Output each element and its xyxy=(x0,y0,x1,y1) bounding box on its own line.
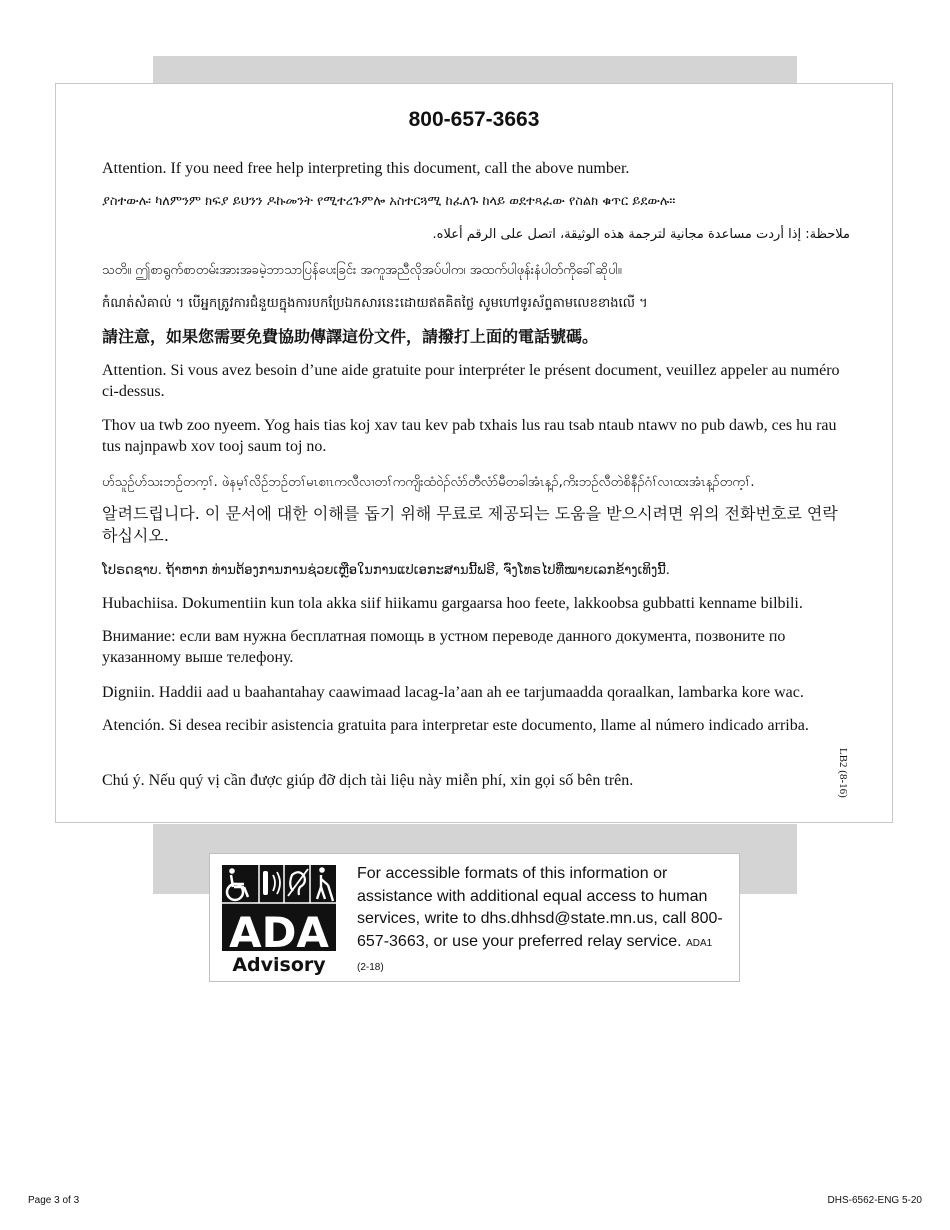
notice-french: Attention. Si vous avez besoin d’une aide gratuite pour interpréter le présent document, veuillez appeler au numéro ci-dessus. xyxy=(102,362,840,400)
form-code-vertical: LB2 (8-16) xyxy=(837,748,849,798)
notice-lao: ໂປຣດຊາບ. ຖ້າຫາກ ທ່ານຕ້ອງການການຊ່ວຍເຫຼືອໃນການແປເອກະສານນີ້ຟຣີ, ຈົ່ງໂທຣໄປທີ່ໝາຍເລກຂ້າງເທິງນີ້. xyxy=(102,563,670,578)
top-grey-band xyxy=(153,56,797,84)
ada-code: ADA1 (2-18) xyxy=(357,937,713,973)
notice-russian: Внимание: если вам нужна бесплатная помощь в устном переводе данного документа, позвоните по указанному выше телефону. xyxy=(102,628,786,666)
notice-english: Attention. If you need free help interpreting this document, call the above number. xyxy=(102,160,630,177)
notice-hmong: Thov ua twb zoo nyeem. Yog hais tias koj xav tau kev pab txhais lus rau tsab ntaub ntawv no pub dawb, ces hu rau tus najnpawb xov tooj saum toj no. xyxy=(102,417,837,455)
phone-icon xyxy=(263,871,268,895)
ada-body: For accessible formats of this information or assistance with additional equal access to human services, write to dhs.dhhsd@state.mn.us, call 800-657-3663, or use your preferred relay service. xyxy=(357,865,723,950)
ada-logo-subword: Advisory xyxy=(232,954,326,975)
notice-somali: Digniin. Haddii aad u baahantahay caawimaad lacag-la’aan ah ee tarjumaadda qoraalkan, lambarka kore wac. xyxy=(102,684,804,701)
notice-vietnamese: Chú ý. Nếu quý vị cần được giúp đỡ dịch tài liệu này miễn phí, xin gọi số bên trên. xyxy=(102,772,634,789)
language-notice-panel xyxy=(55,83,893,823)
page-number: Page 3 of 3 xyxy=(28,1195,80,1206)
phone-number: 800-657-3663 xyxy=(408,108,540,131)
notice-amharic: ያስተውሉ፡ ካለምንም ክፍያ ይህንን ዶኩመንት የሚተረጉምሎ አስተርጓሚ ከፈለጉ ከላይ ወደተጻፈው የስልክ ቁጥር ይደውሉ። xyxy=(102,194,676,209)
ada-logo-word: ADA xyxy=(229,908,329,957)
notice-karen: ဟ်သူဉ်ဟ်သးဘဉ်တက့ၢ်. ဖဲနမ့ၢ်လိဉ်ဘဉ်တၢ်မၤစၢၤကလီလၢတၢ်ကကျိးထံဝဲၣ်လံာ်တီလံာ်မီတခါအံၤန့ၣ်,ကိးဘဉ်လီတဲစိနီၣ်ဂံၢ်လၢထးအံၤန့ၣ်တက့ၢ်. xyxy=(102,475,755,490)
notice-burmese: သတိ။ ဤစာရွက်စာတမ်းအားအခမဲ့ဘာသာပြန်ပေးခြင်း အကူအညီလိုအပ်ပါက၊ အထက်ပါဖုန်းနံပါတ်ကိုခေါ်ဆိုပါ။ xyxy=(102,263,622,278)
notice-chinese: 請注意，如果您需要免費協助傳譯這份文件，請撥打上面的電話號碼。 xyxy=(102,327,599,346)
notice-spanish: Atención. Si desea recibir asistencia gratuita para interpretar este documento, llame al número indicado arriba. xyxy=(102,717,809,734)
ada-advisory-box xyxy=(209,853,740,982)
ada-advisory-text xyxy=(357,863,727,980)
notice-korean: 알려드립니다. 이 문서에 대한 이해를 돕기 위해 무료로 제공되는 도움을 받으시려면 위의 전화번호로 연락하십시오. xyxy=(102,504,838,545)
notice-khmer: កំណត់សំគាល់ ។ បើអ្នកត្រូវការជំនួយក្នុងការបកប្រែឯកសារនេះដោយឥតគិតថ្លៃ សូមហៅទូរស័ព្ទតាមលេខខាងលើ ។ xyxy=(102,296,648,311)
form-number: DHS-6562-ENG 5-20 xyxy=(827,1195,922,1206)
ada-advisory-logo xyxy=(222,865,336,975)
notice-oromo: Hubachiisa. Dokumentiin kun tola akka siif hiikamu gargaarsa hoo feete, lakkoobsa gubbatti kenname bilbili. xyxy=(102,595,803,612)
notice-arabic: ملاحظة: إذا أردت مساعدة مجانية لترجمة هذه الوثيقة، اتصل على الرقم أعلاه. xyxy=(432,227,850,242)
